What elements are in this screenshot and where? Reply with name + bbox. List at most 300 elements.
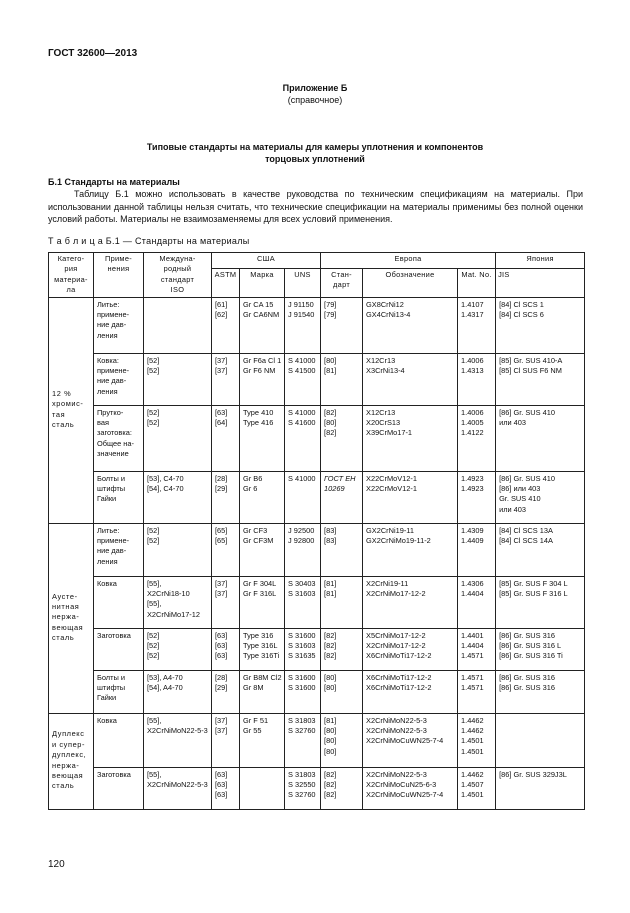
header-standard bbox=[321, 269, 363, 298]
cell-line: Gr CF3M bbox=[243, 536, 274, 546]
cell-line: Гайки bbox=[97, 693, 117, 703]
cell-line: [83] bbox=[324, 536, 337, 546]
uns-cell bbox=[285, 670, 321, 713]
cell-line: [52] bbox=[147, 536, 160, 546]
jis-cell bbox=[496, 670, 585, 713]
cell-line: 1.4409 bbox=[461, 536, 484, 546]
cell-line: 1.4462 bbox=[461, 726, 484, 736]
cell-line: 10269 bbox=[324, 484, 345, 494]
table-row bbox=[49, 767, 585, 809]
iso-cell bbox=[144, 471, 212, 523]
cell-line: J 91540 bbox=[288, 310, 315, 320]
standard-cell bbox=[321, 523, 363, 576]
cell-line: [52] bbox=[147, 366, 160, 376]
cell-line: Ковка bbox=[97, 578, 117, 588]
astm-cell bbox=[212, 628, 240, 670]
cell-line: Gr B8M Cl2 bbox=[243, 672, 282, 682]
cell-line: заготовка: bbox=[97, 428, 132, 438]
mat-no-cell bbox=[458, 670, 496, 713]
cell-line: S 41500 bbox=[288, 366, 316, 376]
cell-line: 1.4571 bbox=[461, 651, 484, 661]
cell-line: X2CrNiMoN22-5-3 bbox=[366, 726, 427, 736]
astm-cell bbox=[212, 670, 240, 713]
section-title-line2: торцовых уплотнений bbox=[265, 154, 365, 164]
header-uns: UNS bbox=[285, 269, 321, 298]
standard-cell bbox=[321, 767, 363, 809]
cell-line: Gr CA 15 bbox=[243, 299, 274, 309]
cell-line: 1.4923 bbox=[461, 473, 484, 483]
cell-line: Стан- bbox=[331, 270, 352, 280]
cell-line: [84] Cl SCS 14A bbox=[499, 536, 553, 546]
cell-line: [82] bbox=[324, 407, 337, 417]
cell-line: Gr F 316L bbox=[243, 589, 277, 599]
cell-line: Type 316 bbox=[243, 630, 274, 640]
section-title-line1: Типовые стандарты на материалы для камеры уплотнения и компонентов bbox=[146, 142, 484, 152]
jis-cell bbox=[496, 628, 585, 670]
cell-line: [80] bbox=[324, 418, 337, 428]
cell-line: [52] bbox=[147, 641, 160, 651]
cell-line: сталь bbox=[52, 633, 75, 643]
table-row bbox=[49, 405, 585, 471]
cell-line: веющая bbox=[52, 771, 84, 781]
cell-line: X3CrNi13-4 bbox=[366, 366, 405, 376]
cell-line: [37] bbox=[215, 715, 228, 725]
cell-line: X39CrMo17-1 bbox=[366, 428, 413, 438]
cell-line: ISO bbox=[170, 285, 185, 295]
cell-line: [86] Gr. SUS 410 bbox=[499, 407, 555, 417]
cell-line: Gr F 304L bbox=[243, 578, 277, 588]
mat-no-cell bbox=[458, 767, 496, 809]
header-application bbox=[94, 253, 144, 298]
cell-line: Gr. SUS 410 bbox=[499, 494, 541, 504]
cell-line: Gr 6 bbox=[243, 484, 258, 494]
cell-line: 1.4107 bbox=[461, 299, 484, 309]
mark-cell bbox=[240, 471, 285, 523]
header-astm: ASTM bbox=[212, 269, 240, 298]
cell-line: GX4CrNi13-4 bbox=[366, 310, 411, 320]
cell-line: 1.4501 bbox=[461, 736, 484, 746]
iso-cell bbox=[144, 297, 212, 353]
cell-line: S 32760 bbox=[288, 726, 316, 736]
cell-line: J 91150 bbox=[288, 299, 314, 309]
designation-cell bbox=[363, 576, 458, 628]
header-usa: США bbox=[212, 253, 321, 269]
cell-line: [63] bbox=[215, 769, 228, 779]
application-cell bbox=[94, 353, 144, 405]
cell-line: [52] bbox=[147, 407, 160, 417]
cell-line: 1.4462 bbox=[461, 715, 484, 725]
cell-line: [80] bbox=[324, 736, 337, 746]
uns-cell bbox=[285, 767, 321, 809]
cell-line: [62] bbox=[215, 310, 228, 320]
cell-line: [54], C4-70 bbox=[147, 484, 184, 494]
cell-line: [84] Cl SCS 6 bbox=[499, 310, 544, 320]
header-mark: Марка bbox=[240, 269, 285, 298]
cell-line: Type 410 bbox=[243, 407, 274, 417]
designation-cell bbox=[363, 405, 458, 471]
cell-line: [80] bbox=[324, 672, 337, 682]
cell-line: GX2CrNi19-11 bbox=[366, 525, 414, 535]
cell-line: родный bbox=[163, 264, 192, 274]
cell-line: [52] bbox=[147, 355, 160, 365]
cell-line: [86] Gr. SUS 316 bbox=[499, 683, 555, 693]
header-europe: Европа bbox=[321, 253, 496, 269]
standard-cell bbox=[321, 576, 363, 628]
cell-line: [63] bbox=[215, 790, 228, 800]
iso-cell bbox=[144, 670, 212, 713]
standard-cell bbox=[321, 670, 363, 713]
application-cell bbox=[94, 523, 144, 576]
jis-cell bbox=[496, 297, 585, 353]
cell-line: J 92800 bbox=[288, 536, 315, 546]
mark-cell bbox=[240, 576, 285, 628]
jis-cell bbox=[496, 576, 585, 628]
cell-line: X20CrS13 bbox=[366, 418, 401, 428]
cell-line: дуплекс, bbox=[52, 750, 87, 760]
cell-line: ние дав- bbox=[97, 320, 127, 330]
cell-line: [65] bbox=[215, 536, 228, 546]
application-cell bbox=[94, 670, 144, 713]
cell-line: [86] Gr. SUS 329J3L bbox=[499, 769, 567, 779]
standard-cell bbox=[321, 353, 363, 405]
cell-line: Литье: bbox=[97, 299, 120, 309]
jis-cell bbox=[496, 405, 585, 471]
cell-line: Gr 55 bbox=[243, 726, 262, 736]
application-cell bbox=[94, 628, 144, 670]
cell-line: Gr CF3 bbox=[243, 525, 268, 535]
cell-line: 1.4501 bbox=[461, 790, 484, 800]
header-jis: JIS bbox=[496, 269, 585, 298]
page-number: 120 bbox=[48, 859, 65, 870]
cell-line: материа- bbox=[54, 274, 88, 284]
mat-no-cell bbox=[458, 405, 496, 471]
cell-line: [80] bbox=[324, 683, 337, 693]
cell-line: [82] bbox=[324, 428, 337, 438]
cell-line: сталь bbox=[52, 781, 75, 791]
cell-line: Аусте- bbox=[52, 591, 78, 601]
cell-line: Болты и bbox=[97, 473, 125, 483]
iso-cell bbox=[144, 628, 212, 670]
cell-line: [83] bbox=[324, 525, 337, 535]
cell-line: X2CrNiMoCuN25-6-3 bbox=[366, 780, 437, 790]
cell-line: [29] bbox=[215, 683, 228, 693]
cell-line: Дуплекс bbox=[52, 729, 85, 739]
cell-line: [86] или 403 bbox=[499, 484, 541, 494]
cell-line: [80] bbox=[324, 746, 337, 756]
cell-line: [52] bbox=[147, 651, 160, 661]
table-row bbox=[49, 628, 585, 670]
cell-line: 1.4317 bbox=[461, 310, 484, 320]
cell-line: [64] bbox=[215, 418, 228, 428]
cell-line: и супер- bbox=[52, 739, 86, 749]
cell-line: Gr 8M bbox=[243, 683, 264, 693]
cell-line: хромис- bbox=[52, 399, 84, 409]
header-designation: Обозначение bbox=[363, 269, 458, 298]
cell-line: X6CrNiMoTi17-12-2 bbox=[366, 651, 432, 661]
cell-line: [28] bbox=[215, 473, 228, 483]
designation-cell bbox=[363, 767, 458, 809]
cell-line: X2CrNiMo17-12-2 bbox=[366, 589, 426, 599]
header-mat-no: Mat. No. bbox=[458, 269, 496, 298]
designation-cell bbox=[363, 471, 458, 523]
iso-cell bbox=[144, 767, 212, 809]
cell-line: [79] bbox=[324, 310, 337, 320]
cell-line: 1.4005 bbox=[461, 418, 484, 428]
standard-cell bbox=[321, 713, 363, 767]
mark-cell bbox=[240, 628, 285, 670]
cell-line: [86] Gr. SUS 410 bbox=[499, 473, 555, 483]
cell-line: [55], bbox=[147, 715, 162, 725]
application-cell bbox=[94, 471, 144, 523]
cell-line: [79] bbox=[324, 299, 337, 309]
mark-cell bbox=[240, 523, 285, 576]
standard-cell bbox=[321, 405, 363, 471]
cell-line: [37] bbox=[215, 589, 228, 599]
standard-cell bbox=[321, 471, 363, 523]
category-cell bbox=[49, 713, 94, 809]
cell-line: X2CrNi19-11 bbox=[366, 578, 409, 588]
mat-no-cell bbox=[458, 523, 496, 576]
header-japan: Япония bbox=[496, 253, 585, 269]
cell-line: [86] Gr. SUS 316 Ti bbox=[499, 651, 563, 661]
cell-line: [84] Cl SCS 13A bbox=[499, 525, 553, 535]
uns-cell bbox=[285, 353, 321, 405]
cell-line: Прутко- bbox=[97, 407, 124, 417]
cell-line: [85] Gr. SUS 410-A bbox=[499, 355, 563, 365]
cell-line: нитная bbox=[52, 602, 80, 612]
cell-line: значение bbox=[97, 449, 129, 459]
cell-line: 1.4462 bbox=[461, 769, 484, 779]
cell-line: [53], A4-70 bbox=[147, 672, 183, 682]
cell-line: GX2CrNiMo19-11-2 bbox=[366, 536, 431, 546]
iso-cell bbox=[144, 353, 212, 405]
astm-cell bbox=[212, 297, 240, 353]
cell-line: Gr CA6NM bbox=[243, 310, 280, 320]
mat-no-cell bbox=[458, 353, 496, 405]
designation-cell bbox=[363, 628, 458, 670]
table-row bbox=[49, 353, 585, 405]
cell-line: [55], bbox=[147, 578, 162, 588]
cell-line: S 31603 bbox=[288, 589, 316, 599]
standard-cell bbox=[321, 628, 363, 670]
designation-cell bbox=[363, 353, 458, 405]
astm-cell bbox=[212, 767, 240, 809]
cell-line: X2CrNiMoCuWN25-7-4 bbox=[366, 790, 444, 800]
table-row bbox=[49, 523, 585, 576]
mark-cell bbox=[240, 767, 285, 809]
cell-line: штифты bbox=[97, 683, 126, 693]
cell-line: [85] Gr. SUS F 304 L bbox=[499, 578, 568, 588]
cell-line: X2CrNiMo17-12 bbox=[147, 609, 200, 619]
cell-line: [28] bbox=[215, 672, 228, 682]
cell-line: [52] bbox=[147, 418, 160, 428]
cell-line: S 31600 bbox=[288, 683, 316, 693]
cell-line: [53], C4-70 bbox=[147, 473, 184, 483]
designation-cell bbox=[363, 523, 458, 576]
cell-line: Gr F6a Cl 1 bbox=[243, 355, 282, 365]
cell-line: [37] bbox=[215, 366, 228, 376]
cell-line: веющая bbox=[52, 622, 84, 632]
designation-cell bbox=[363, 713, 458, 767]
cell-line: ние дав- bbox=[97, 376, 127, 386]
uns-cell bbox=[285, 713, 321, 767]
subsection-heading: Б.1 Стандарты на материалы bbox=[48, 177, 180, 187]
cell-line: S 41600 bbox=[288, 418, 316, 428]
cell-line: Ковка: bbox=[97, 355, 119, 365]
header-iso bbox=[144, 253, 212, 298]
cell-line: [82] bbox=[324, 641, 337, 651]
cell-line: 1.4507 bbox=[461, 780, 484, 790]
astm-cell bbox=[212, 713, 240, 767]
cell-line: S 41000 bbox=[288, 407, 316, 417]
cell-line: вая bbox=[97, 418, 109, 428]
cell-line: [85] Gr. SUS F 316 L bbox=[499, 589, 568, 599]
cell-line: [61] bbox=[215, 299, 228, 309]
cell-line: [52] bbox=[147, 525, 160, 535]
astm-cell bbox=[212, 471, 240, 523]
cell-line: X6CrNiMoTi17-12-2 bbox=[366, 683, 432, 693]
cell-line: сталь bbox=[52, 420, 75, 430]
mark-cell bbox=[240, 353, 285, 405]
category-cell bbox=[49, 297, 94, 523]
standard-cell bbox=[321, 297, 363, 353]
cell-line: X2CrNi18-10 bbox=[147, 589, 190, 599]
cell-line: Междуна- bbox=[159, 254, 196, 263]
uns-cell bbox=[285, 576, 321, 628]
cell-line: Приме- bbox=[104, 254, 132, 263]
cell-line: S 32760 bbox=[288, 790, 316, 800]
cell-line: ГОСТ EH bbox=[324, 473, 356, 483]
cell-line: S 31803 bbox=[288, 769, 316, 779]
jis-cell bbox=[496, 523, 585, 576]
table-caption: Т а б л и ц а Б.1 — Стандарты на материалы bbox=[48, 236, 250, 246]
uns-cell bbox=[285, 405, 321, 471]
cell-line: 1.4571 bbox=[461, 672, 484, 682]
astm-cell bbox=[212, 523, 240, 576]
cell-line: [82] bbox=[324, 780, 337, 790]
application-cell bbox=[94, 713, 144, 767]
cell-line: [81] bbox=[324, 715, 337, 725]
cell-line: 12 % bbox=[52, 388, 72, 398]
cell-line: Гайки bbox=[97, 494, 117, 504]
cell-line: [80] bbox=[324, 726, 337, 736]
mark-cell bbox=[240, 405, 285, 471]
table-row bbox=[49, 297, 585, 353]
cell-line: X2CrNiMoN22-5-3 bbox=[147, 780, 208, 790]
cell-line: штифты bbox=[97, 484, 126, 494]
cell-line: 1.4404 bbox=[461, 589, 484, 599]
cell-line: S 31600 bbox=[288, 672, 316, 682]
cell-line: Gr F 51 bbox=[243, 715, 269, 725]
cell-line: [82] bbox=[324, 630, 337, 640]
mark-cell bbox=[240, 297, 285, 353]
iso-cell bbox=[144, 713, 212, 767]
table-row bbox=[49, 713, 585, 767]
table-row bbox=[49, 576, 585, 628]
annex-subtitle: (справочное) bbox=[287, 95, 343, 105]
uns-cell bbox=[285, 628, 321, 670]
jis-cell bbox=[496, 353, 585, 405]
cell-line: стандарт bbox=[160, 274, 195, 284]
cell-line: [82] bbox=[324, 651, 337, 661]
cell-line: рия bbox=[64, 264, 78, 274]
table-row bbox=[49, 471, 585, 523]
cell-line: Общее на- bbox=[97, 438, 134, 448]
cell-line: X2CrNiMoCuWN25-7-4 bbox=[366, 736, 444, 746]
cell-line: S 31600 bbox=[288, 630, 316, 640]
annex-title: Приложение Б bbox=[282, 83, 348, 93]
cell-line: Type 316Ti bbox=[243, 651, 280, 661]
cell-line: S 32550 bbox=[288, 780, 316, 790]
cell-line: [86] Gr. SUS 316 bbox=[499, 672, 555, 682]
cell-line: нения bbox=[107, 264, 130, 274]
mat-no-cell bbox=[458, 713, 496, 767]
cell-line: 1.4006 bbox=[461, 355, 484, 365]
cell-line: [55], bbox=[147, 599, 162, 609]
uns-cell bbox=[285, 297, 321, 353]
mark-cell bbox=[240, 670, 285, 713]
mat-no-cell bbox=[458, 297, 496, 353]
cell-line: [37] bbox=[215, 578, 228, 588]
cell-line: Заготовка bbox=[97, 769, 131, 779]
cell-line: 1.4313 bbox=[461, 366, 484, 376]
uns-cell bbox=[285, 523, 321, 576]
cell-line: [86] Gr. SUS 316 L bbox=[499, 641, 562, 651]
cell-line: S 41000 bbox=[288, 355, 316, 365]
cell-line: X22CrMoV12-1 bbox=[366, 484, 417, 494]
cell-line: S 41000 bbox=[288, 473, 316, 483]
mat-no-cell bbox=[458, 628, 496, 670]
cell-line: ние дав- bbox=[97, 546, 127, 556]
document-header: ГОСТ 32600—2013 bbox=[48, 48, 138, 59]
cell-line: ления bbox=[97, 386, 118, 396]
cell-line: [37] bbox=[215, 355, 228, 365]
cell-line: Заготовка bbox=[97, 630, 131, 640]
cell-line: [82] bbox=[324, 769, 337, 779]
astm-cell bbox=[212, 353, 240, 405]
cell-line: X5CrNiMo17-12-2 bbox=[366, 630, 426, 640]
category-cell bbox=[49, 523, 94, 713]
cell-line: 1.4923 bbox=[461, 484, 484, 494]
cell-line: Ковка bbox=[97, 715, 117, 725]
astm-cell bbox=[212, 576, 240, 628]
cell-line: или 403 bbox=[499, 418, 527, 428]
cell-line: J 92500 bbox=[288, 525, 315, 535]
cell-line: Type 416 bbox=[243, 418, 274, 428]
cell-line: [29] bbox=[215, 484, 228, 494]
cell-line: нержа- bbox=[52, 760, 80, 770]
cell-line: 1.4401 bbox=[461, 630, 484, 640]
cell-line: [63] bbox=[215, 630, 228, 640]
cell-line: [85] Cl SUS F6 NM bbox=[499, 366, 562, 376]
cell-line: [84] Cl SCS 1 bbox=[499, 299, 544, 309]
cell-line: примене- bbox=[97, 366, 130, 376]
cell-line: GX8CrNi12 bbox=[366, 299, 404, 309]
cell-line: [81] bbox=[324, 366, 337, 376]
designation-cell bbox=[363, 670, 458, 713]
jis-cell bbox=[496, 471, 585, 523]
cell-line: S 30403 bbox=[288, 578, 316, 588]
cell-line: Type 316L bbox=[243, 641, 278, 651]
cell-line: 1.4122 bbox=[461, 428, 484, 438]
designation-cell bbox=[363, 297, 458, 353]
cell-line: [86] Gr. SUS 316 bbox=[499, 630, 555, 640]
cell-line: [80] bbox=[324, 355, 337, 365]
cell-line: [82] bbox=[324, 790, 337, 800]
cell-line: X12Cr13 bbox=[366, 355, 396, 365]
cell-line: ла bbox=[66, 285, 76, 295]
cell-line: [63] bbox=[215, 641, 228, 651]
